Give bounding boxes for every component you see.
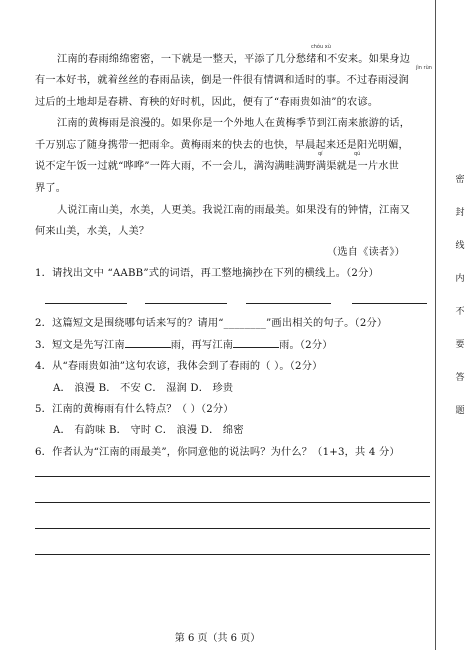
answer-line[interactable]: [35, 502, 430, 503]
answer-blank[interactable]: [145, 303, 227, 304]
passage-line: 江南的春雨绵绵密密，一下就是一整天，平添了几分愁绪和不安来。如果身边: [57, 54, 411, 65]
answer-line[interactable]: [35, 476, 430, 477]
binding-char: 线: [455, 241, 465, 251]
passage-line: 何来山美，水美，人美？: [35, 226, 150, 237]
binding-margin-notice: [454, 175, 466, 439]
passage-line: 千万别忘了随身携带一把雨伞。黄梅雨来的快去的也快，早晨起来还是阳光明媚，: [35, 140, 409, 151]
source-citation: （选自《读者》）: [327, 247, 405, 258]
question-4: 4．从“春雨贵如油”这句农谚，我体会到了春雨的（ ）。（2分）: [35, 361, 323, 372]
binding-char: 不: [455, 307, 465, 317]
binding-divider: [435, 0, 436, 650]
page-number: 第 6 页（共 6 页）: [174, 633, 261, 644]
question-1: 1．请找出文中 “AABB”式的词语，再工整地摘抄在下列的横线上。（2分）: [35, 268, 379, 279]
binding-char: 封: [455, 208, 465, 218]
question-3-part-b: 雨，再写江南: [170, 340, 234, 351]
pinyin-annotation: qú: [354, 151, 361, 157]
passage-line: 有一本好书，就着丝丝的春雨品读，倒是一件很有情调和适时的事。不过春雨浸润: [35, 75, 409, 86]
answer-line[interactable]: [35, 554, 430, 555]
binding-char: 内: [455, 274, 465, 284]
question-2: 2．这篇短文是围绕哪句话来写的？请用“________”画出相关的句子。（2分）: [35, 318, 388, 329]
answer-blank[interactable]: [352, 303, 427, 304]
passage-line: 过后的土地却是春耕、育秧的好时机，因此，便有了“春雨贵如油”的农谚。: [35, 97, 379, 108]
pinyin-annotation: jìn rùn: [416, 65, 432, 71]
passage-line: 界了。: [35, 183, 67, 194]
question-5: 5．江南的黄梅雨有什么特点？（ ）（2分）: [35, 404, 234, 415]
answer-blank[interactable]: [125, 338, 171, 348]
passage-line: 人说江南山美，水美，人更美。我说江南的雨最美。如果没有的钟情，江南又: [57, 205, 411, 216]
question-4-options: A． 浪漫 B． 不安 C． 湿润 D． 珍贵: [53, 383, 234, 394]
pinyin-annotation: chóu xù: [311, 44, 331, 50]
binding-char: 密: [455, 175, 465, 185]
binding-char: 题: [455, 406, 465, 416]
answer-line[interactable]: [35, 528, 430, 529]
question-3-part-c: 雨。（2分）: [279, 340, 333, 351]
pinyin-annotation: qí: [318, 151, 323, 157]
binding-char: 答: [455, 373, 465, 383]
question-5-options: A． 有韵味 B． 守时 C． 浪漫 D． 绵密: [53, 425, 244, 436]
passage-line: 江南的黄梅雨是浪漫的。如果你是一个外地人在黄梅季节到江南来旅游的话，: [57, 118, 411, 129]
answer-blank[interactable]: [246, 303, 331, 304]
binding-char: 要: [455, 340, 465, 350]
question-3: [35, 336, 333, 351]
answer-blank[interactable]: [233, 338, 279, 348]
answer-blank[interactable]: [45, 303, 127, 304]
passage-line: 说不定午饭一过就“哗哗”一阵大雨，不一会儿，满沟满畦满野满渠就是一片水世: [35, 161, 399, 172]
question-3-part-a: 3．短文是先写江南: [35, 340, 125, 351]
question-6: 6．作者认为“江南的雨最美”，你同意他的说法吗？为什么？（1+3，共 4 分）: [35, 447, 400, 458]
